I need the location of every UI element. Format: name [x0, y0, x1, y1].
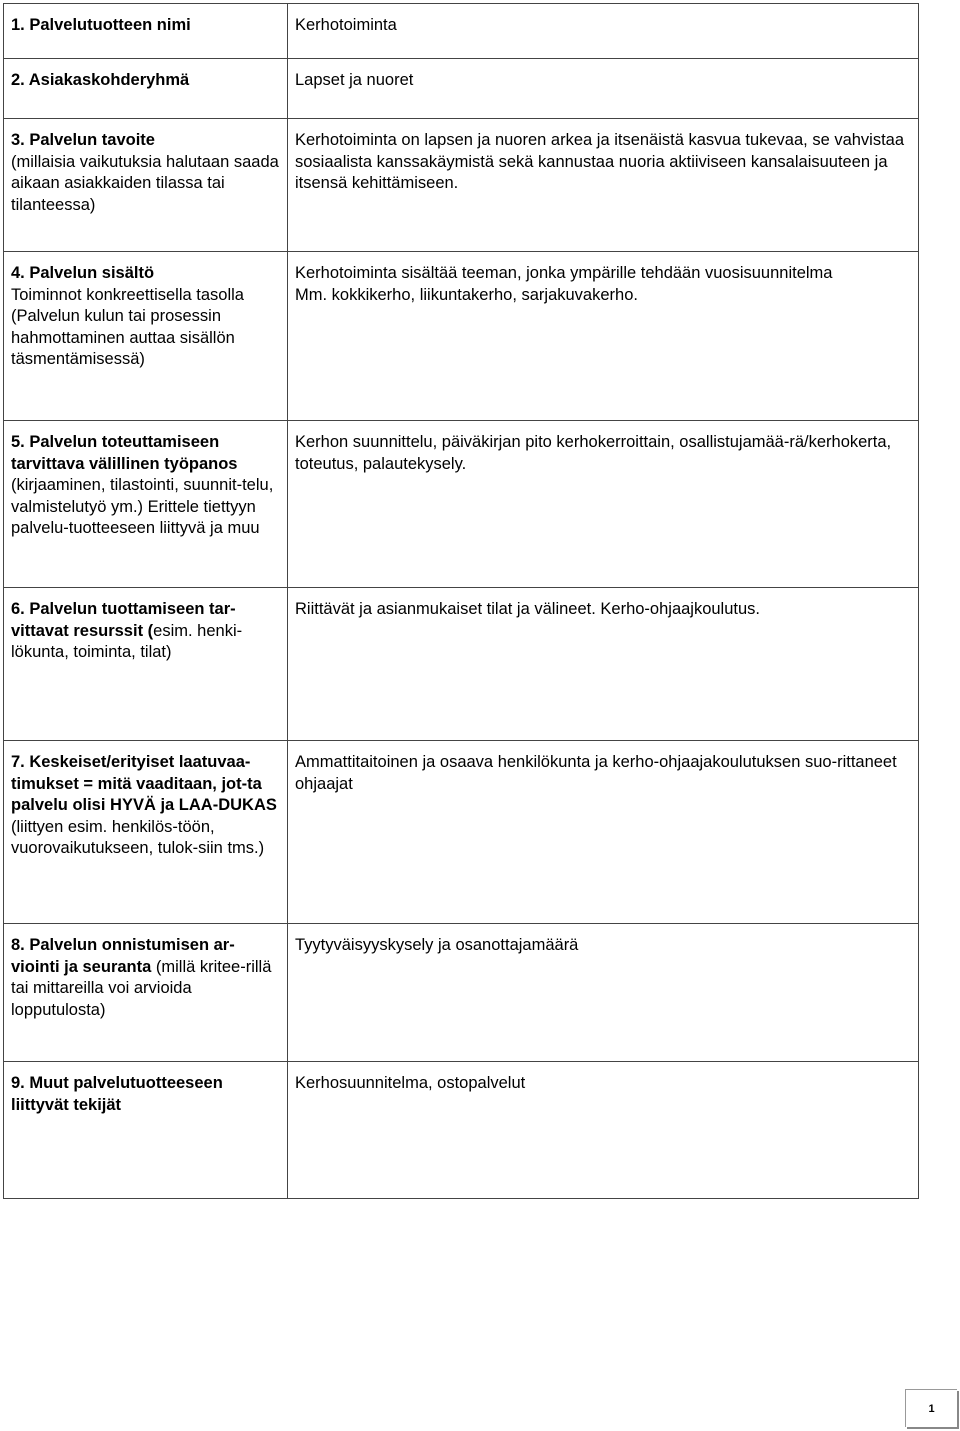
row-label — [4, 421, 288, 588]
row-value: Kerhon suunnittelu, päiväkirjan pito kerhokerroittain, osallistujamää-rä/kerhokerta, toteutus, palautekysely. — [288, 421, 919, 588]
row-label — [4, 119, 288, 252]
row-label-bold: 5. Palvelun toteuttamiseen tarvittava välillinen työpanos — [11, 433, 238, 473]
table-row — [4, 252, 919, 421]
table-row — [4, 924, 919, 1062]
row-label-bold: 2. Asiakaskohderyhmä — [11, 71, 190, 89]
row-value-line: Kerhotoiminta sisältää teeman, jonka ympärille tehdään vuosisuunnitelma — [295, 264, 833, 282]
table-row — [4, 119, 919, 252]
row-value: Kerhotoiminta on lapsen ja nuoren arkea ja itsenäistä kasvua tukevaa, se vahvistaa sosiaalista kanssakäymistä sekä kannustaa nuoria aktiiviseen kansalaisuuteen ja itsensä kehittämiseen. — [288, 119, 919, 252]
table-row — [4, 588, 919, 741]
row-value-line: Mm. kokkikerho, liikuntakerho, sarjakuvakerho. — [295, 285, 638, 304]
row-label-bold: 4. Palvelun sisältö — [11, 264, 155, 282]
row-label-bold: 3. Palvelun tavoite — [11, 131, 155, 149]
table-row — [4, 59, 919, 119]
row-label-detail: (kirjaaminen, tilastointi, suunnit-telu, valmistelutyö ym.) Erittele tiettyyn palvelu-tuotteeseen liittyvä ja muu — [11, 476, 274, 537]
row-label-detail: Toiminnot konkreettisella tasolla (Palvelun kulun tai prosessin hahmottaminen auttaa sisällön täsmentämisessä) — [11, 285, 244, 368]
row-label-bold: 1. Palvelutuotteen nimi — [11, 16, 191, 34]
row-value — [288, 252, 919, 421]
row-label-bold: 6. Palvelun tuottamiseen tar-vittavat resurssit ( — [11, 600, 236, 640]
row-label-detail: (liittyen esim. henkilös-töön, vuorovaikutukseen, tulok-siin tms.) — [11, 817, 265, 857]
row-value: Tyytyväisyyskysely ja osanottajamäärä — [288, 924, 919, 1062]
row-label-detail: esim. henki-lökunta, toiminta, tilat) — [11, 621, 243, 661]
row-label-bold: 8. Palvelun onnistumisen ar-viointi ja seuranta — [11, 936, 235, 976]
row-label-bold: 7. Keskeiset/erityiset laatuvaa-timukset = mitä vaaditaan, jot-ta palvelu olisi HYVÄ ja LAA-DUKAS — [11, 753, 277, 814]
table-row — [4, 421, 919, 588]
row-label — [4, 4, 288, 59]
row-label-bold: 9. Muut palvelutuotteeseen liittyvät tekijät — [11, 1074, 223, 1114]
page-number: 1 — [905, 1389, 957, 1427]
row-label — [4, 59, 288, 119]
row-value: Kerhosuunnitelma, ostopalvelut — [288, 1062, 919, 1199]
row-label-detail: (millä kritee-rillä tai mittareilla voi arvioida lopputulosta) — [11, 957, 272, 1019]
row-label-detail: (millaisia vaikutuksia halutaan saada aikaan asiakkaiden tilassa tai tilanteessa) — [11, 152, 279, 214]
service-description-table — [3, 3, 919, 1199]
table-row — [4, 1062, 919, 1199]
row-value: Kerhotoiminta — [288, 4, 919, 59]
table-row — [4, 741, 919, 924]
row-label — [4, 741, 288, 924]
row-label — [4, 924, 288, 1062]
row-label — [4, 1062, 288, 1199]
row-value: Riittävät ja asianmukaiset tilat ja välineet. Kerho-ohjaajkoulutus. — [288, 588, 919, 741]
row-label — [4, 588, 288, 741]
row-value: Ammattitaitoinen ja osaava henkilökunta ja kerho-ohjaajakoulutuksen suo-rittaneet ohjaajat — [288, 741, 919, 924]
row-label — [4, 252, 288, 421]
table-row — [4, 4, 919, 59]
row-value: Lapset ja nuoret — [288, 59, 919, 119]
